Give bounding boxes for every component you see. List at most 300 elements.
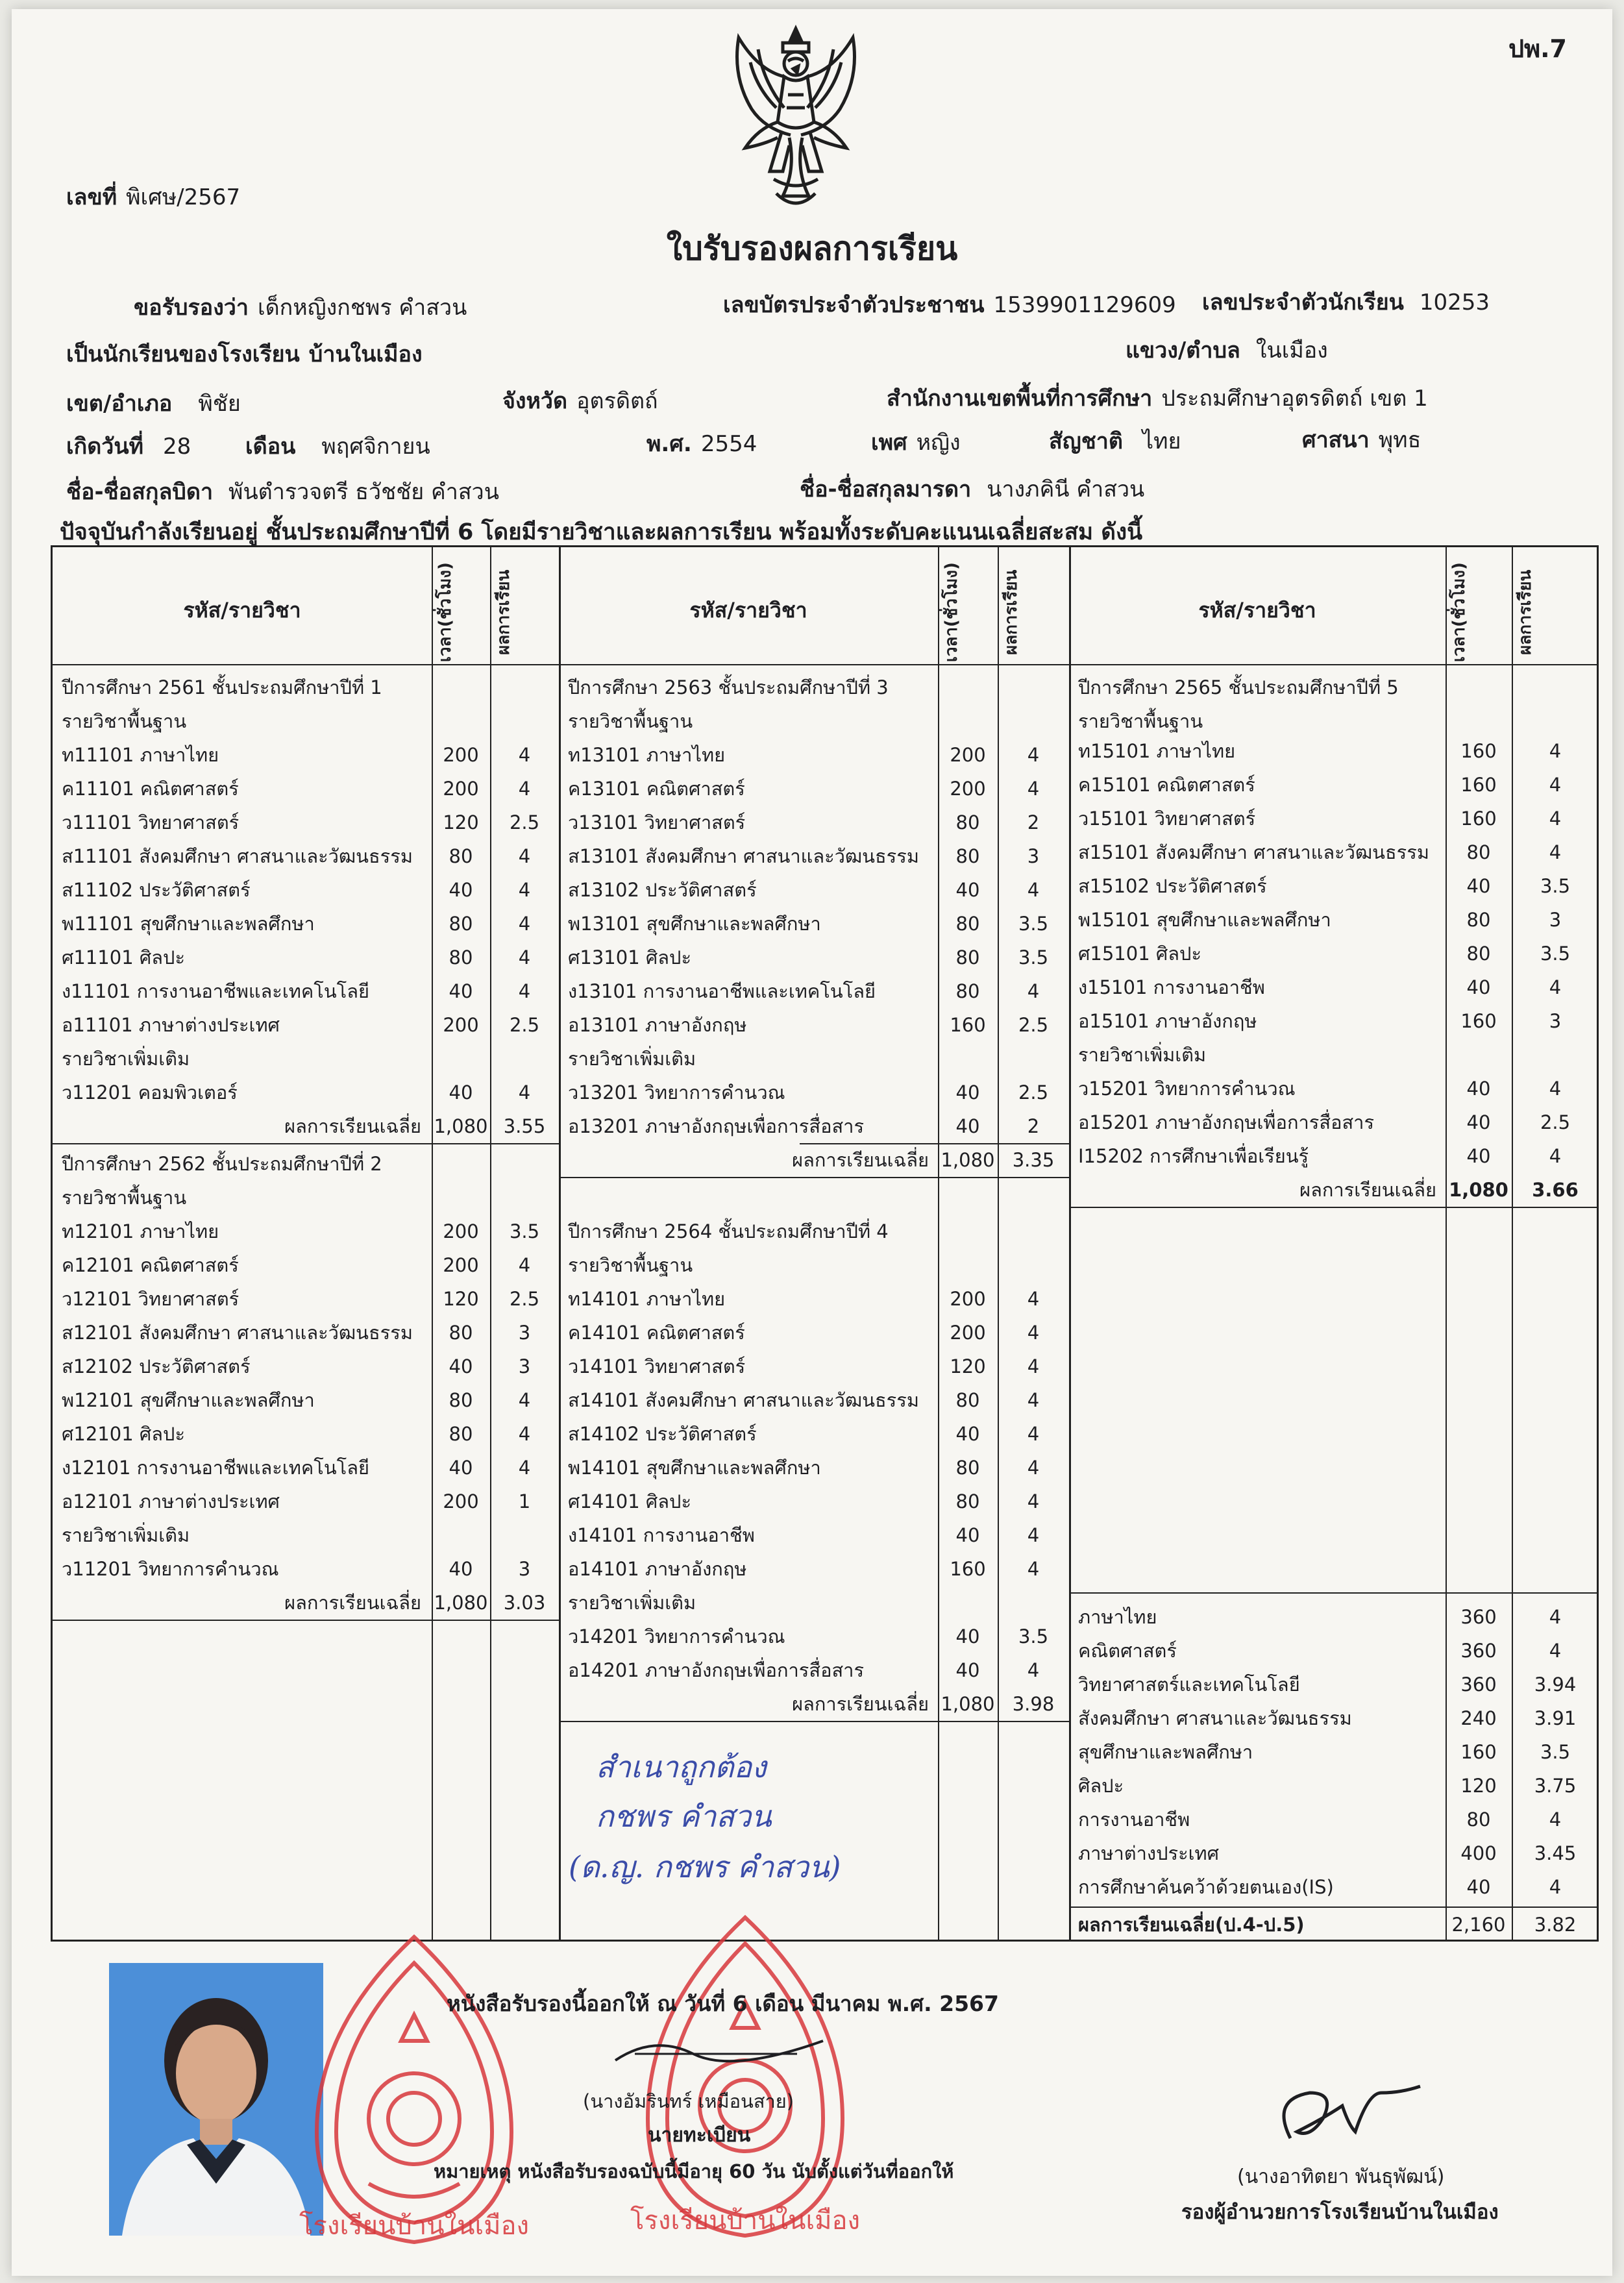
- birth-month-label: เดือน: [245, 434, 296, 460]
- row-hours: 80: [1466, 909, 1491, 931]
- row-grade: 4: [518, 778, 531, 800]
- row-subject: ว13201 วิทยาการคำนวณ: [568, 1081, 785, 1104]
- row-subject: รายวิชาเพิ่มเติม: [62, 1524, 190, 1546]
- row-subject: ว15101 วิทยาศาสตร์: [1078, 808, 1256, 830]
- summary-grade: 4: [1549, 1606, 1562, 1628]
- row-hours: 80: [955, 1490, 980, 1512]
- row-hours: 40: [955, 1625, 980, 1647]
- religion-value: พุทธ: [1378, 427, 1421, 453]
- summary-subject: สุขศึกษาและพลศึกษา: [1078, 1741, 1253, 1763]
- birth-month-field: [245, 428, 430, 463]
- row-grade: 3: [518, 1322, 531, 1344]
- stamp-text-center: โรงเรียนบ้านในเมือง: [630, 2206, 861, 2236]
- row-subject: ค14101 คณิตศาสตร์: [568, 1322, 745, 1344]
- certify-label: ขอรับรองว่า: [134, 295, 249, 321]
- summary-subject: ศิลปะ: [1078, 1775, 1124, 1797]
- garuda-emblem-icon: [711, 23, 880, 218]
- father-label: ชื่อ-ชื่อสกุลบิดา: [66, 479, 214, 505]
- summary-grade: 3.75: [1534, 1775, 1577, 1797]
- religion-field: [1302, 422, 1421, 457]
- summary-subject: การศึกษาค้นคว้าด้วยตนเอง(IS): [1078, 1876, 1334, 1898]
- col3-grade-header: ผลการเรียน: [1516, 569, 1535, 655]
- average-label: ผลการเรียนเฉลี่ย: [792, 1693, 929, 1715]
- birth-year-value: 2554: [700, 431, 757, 457]
- row-subject: อ14101 ภาษาอังกฤษ: [568, 1558, 747, 1580]
- row-grade: 4: [1027, 1524, 1040, 1546]
- average-label: ผลการเรียนเฉลี่ย: [284, 1115, 421, 1137]
- student-number-label: เลขประจำตัวนักเรียน: [1202, 290, 1404, 315]
- summary-grade: 3.91: [1534, 1707, 1577, 1729]
- row-hours: 40: [955, 1423, 980, 1445]
- row-subject: ส12102 ประวัติศาสตร์: [62, 1355, 251, 1377]
- average-label: ผลการเรียนเฉลี่ย: [284, 1592, 421, 1614]
- row-grade: 3: [518, 1558, 531, 1580]
- row-hours: 40: [1466, 875, 1491, 897]
- row-subject: ท14101 ภาษาไทย: [568, 1288, 726, 1310]
- row-subject: ค11101 คณิตศาสตร์: [62, 778, 239, 800]
- row-hours: 40: [449, 1457, 473, 1479]
- row-grade: 3: [1027, 845, 1040, 867]
- birth-month-value: พฤศจิกายน: [321, 434, 430, 460]
- row-subject: พ14101 สุขศึกษาและพลศึกษา: [568, 1457, 821, 1479]
- education-office-label: สำนักงานเขตพื้นที่การศึกษา: [887, 386, 1153, 412]
- father-field: [66, 474, 499, 509]
- row-hours: 200: [443, 778, 479, 800]
- row-hours: 40: [955, 1524, 980, 1546]
- average-grade: 3.66: [1532, 1179, 1579, 1201]
- row-subject: ปีการศึกษา 2562 ชั้นประถมศึกษาปีที่ 2: [62, 1153, 382, 1175]
- row-subject: รายวิชาเพิ่มเติม: [568, 1048, 696, 1070]
- row-grade: 4: [1549, 1145, 1562, 1167]
- row-subject: ง12101 การงานอาชีพและเทคโนโลยี: [62, 1457, 370, 1479]
- row-subject: ว13101 วิทยาศาสตร์: [568, 811, 746, 833]
- summary-grade: 4: [1549, 1808, 1562, 1831]
- row-grade: 4: [518, 1423, 531, 1445]
- birth-day-label: เกิดวันที่: [66, 434, 144, 460]
- overall-grade: 3.82: [1534, 1914, 1577, 1936]
- row-subject: ปีการศึกษา 2561 ชั้นประถมศึกษาปีที่ 1: [62, 676, 382, 698]
- average-hours: 1,080: [941, 1149, 995, 1171]
- province-label: จังหวัด: [502, 388, 568, 414]
- row-subject: ง13101 การงานอาชีพและเทคโนโลยี: [568, 980, 876, 1002]
- col3-hours-header: เวลา(ชั่วโมง): [1449, 562, 1469, 662]
- row-hours: 160: [950, 1014, 986, 1036]
- row-grade: 4: [1027, 778, 1040, 800]
- row-hours: 40: [449, 879, 473, 901]
- row-subject: พ13101 สุขศึกษาและพลศึกษา: [568, 913, 821, 935]
- id-card-label: เลขบัตรประจำตัวประชาชน: [723, 292, 985, 318]
- id-card-number: 1539901129609: [993, 292, 1176, 318]
- row-grade: 3: [1549, 1010, 1562, 1032]
- row-grade: 4: [1027, 1288, 1040, 1310]
- row-grade: 4: [518, 1081, 531, 1104]
- row-hours: 80: [449, 913, 473, 935]
- document-code: ปพ.7: [1508, 34, 1567, 63]
- row-hours: 200: [443, 1014, 479, 1036]
- row-subject: ง14101 การงานอาชีพ: [568, 1524, 755, 1546]
- birth-year-label: พ.ศ.: [646, 431, 692, 457]
- col1-subject-header: รหัส/รายวิชา: [183, 598, 301, 623]
- row-grade: 4: [1549, 774, 1562, 796]
- id-card-field: [723, 287, 1176, 322]
- summary-grade: 4: [1549, 1640, 1562, 1662]
- row-hours: 200: [950, 744, 986, 766]
- validity-note: หมายเหตุ หนังสือรับรองฉบับนี้มีอายุ 60 วัน นับตั้งแต่วันที่ออกให้: [434, 2160, 954, 2182]
- row-subject: รายวิชาพื้นฐาน: [62, 710, 187, 732]
- row-subject: ท13101 ภาษาไทย: [568, 744, 726, 766]
- summary-hours: 120: [1460, 1775, 1497, 1797]
- row-grade: 4: [518, 744, 531, 766]
- row-grade: 2.5: [509, 1014, 540, 1036]
- row-hours: 40: [1466, 1078, 1491, 1100]
- row-subject: รายวิชาพื้นฐาน: [62, 1187, 187, 1209]
- row-subject: ส13101 สังคมศึกษา ศาสนาและวัฒนธรรม: [568, 845, 919, 867]
- director-signature: [1264, 2080, 1433, 2151]
- row-grade: 3.5: [1540, 875, 1571, 897]
- col3-subject-header: รหัส/รายวิชา: [1198, 598, 1316, 623]
- row-grade: 4: [518, 845, 531, 867]
- row-hours: 40: [449, 980, 473, 1002]
- row-hours: 40: [955, 879, 980, 901]
- row-subject: อ15201 ภาษาอังกฤษเพื่อการสื่อสาร: [1078, 1111, 1375, 1133]
- row-hours: 80: [955, 1457, 980, 1479]
- school-seal-stamp-left: [291, 1924, 537, 2262]
- row-subject: ศ14101 ศิลปะ: [568, 1490, 692, 1512]
- row-grade: 2.5: [1018, 1014, 1049, 1036]
- district-field: [66, 386, 241, 421]
- row-subject: ง11101 การงานอาชีพและเทคโนโลยี: [62, 980, 370, 1002]
- average-grade: 3.55: [503, 1115, 546, 1137]
- row-hours: 40: [1466, 976, 1491, 998]
- row-subject: ค13101 คณิตศาสตร์: [568, 778, 745, 800]
- birth-day-field: [66, 428, 191, 463]
- director-name: (นางอาทิตยา พันธุพัฒน์): [1237, 2166, 1445, 2188]
- row-grade: 3: [1549, 909, 1562, 931]
- row-hours: 160: [950, 1558, 986, 1580]
- row-subject: ศ11101 ศิลปะ: [62, 946, 186, 969]
- row-grade: 4: [1027, 1457, 1040, 1479]
- row-grade: 4: [1027, 1659, 1040, 1681]
- row-grade: 4: [1027, 744, 1040, 766]
- row-grade: 4: [1549, 808, 1562, 830]
- row-grade: 4: [518, 1389, 531, 1411]
- sex-field: [871, 425, 961, 460]
- row-subject: I15202 การศึกษาเพื่อเรียนรู้: [1078, 1145, 1309, 1167]
- row-subject: ศ12101 ศิลปะ: [62, 1423, 186, 1445]
- average-label: ผลการเรียนเฉลี่ย: [792, 1149, 929, 1171]
- row-grade: 3.5: [1540, 943, 1571, 965]
- row-grade: 2: [1027, 811, 1040, 833]
- row-hours: 200: [950, 1288, 986, 1310]
- row-subject: ว12101 วิทยาศาสตร์: [62, 1288, 240, 1310]
- mother-field: [800, 471, 1144, 506]
- row-subject: พ12101 สุขศึกษาและพลศึกษา: [62, 1389, 315, 1411]
- education-office-field: [887, 380, 1428, 415]
- summary-grade: 4: [1549, 1876, 1562, 1898]
- row-subject: ว11201 คอมพิวเตอร์: [62, 1081, 238, 1104]
- row-subject: ศ15101 ศิลปะ: [1078, 943, 1202, 965]
- row-subject: รายวิชาเพิ่มเติม: [62, 1048, 190, 1070]
- row-subject: ส11101 สังคมศึกษา ศาสนาและวัฒนธรรม: [62, 845, 413, 867]
- registrar-signature: [609, 2028, 830, 2073]
- row-hours: 40: [449, 1558, 473, 1580]
- row-grade: 2.5: [1018, 1081, 1049, 1104]
- row-hours: 80: [449, 946, 473, 969]
- subdistrict-field: [1126, 332, 1328, 367]
- province-value: อุตรดิตถ์: [576, 388, 658, 414]
- summary-grade: 3.94: [1534, 1673, 1577, 1696]
- average-hours: 1,080: [434, 1115, 488, 1137]
- row-subject: อ14201 ภาษาอังกฤษเพื่อการสื่อสาร: [568, 1659, 865, 1681]
- row-subject: ส11102 ประวัติศาสตร์: [62, 879, 251, 901]
- row-grade: 2.5: [509, 811, 540, 833]
- summary-subject: สังคมศึกษา ศาสนาและวัฒนธรรม: [1078, 1707, 1352, 1729]
- handwritten-certified-copy: สำเนาถูกต้อง: [596, 1749, 767, 1784]
- school-field: [66, 336, 423, 371]
- row-subject: ค15101 คณิตศาสตร์: [1078, 774, 1255, 796]
- row-subject: ส14102 ประวัติศาสตร์: [568, 1423, 757, 1445]
- document-number-label: เลขที่: [66, 184, 117, 210]
- row-subject: รายวิชาพื้นฐาน: [568, 1254, 693, 1276]
- row-hours: 80: [955, 845, 980, 867]
- nationality-label: สัญชาติ: [1049, 428, 1123, 454]
- row-subject: ปีการศึกษา 2563 ชั้นประถมศึกษาปีที่ 3: [568, 676, 889, 698]
- province-field: [502, 383, 658, 418]
- row-subject: พ11101 สุขศึกษาและพลศึกษา: [62, 913, 315, 935]
- student-name: เด็กหญิงกชพร คำสวน: [257, 295, 467, 321]
- average-hours: 1,080: [434, 1592, 488, 1614]
- row-hours: 40: [955, 1081, 980, 1104]
- row-grade: 4: [1027, 1423, 1040, 1445]
- row-hours: 160: [1460, 1010, 1497, 1032]
- mother-name: นางภคินี คำสวน: [987, 476, 1145, 502]
- director-position: รองผู้อำนวยการโรงเรียนบ้านในเมือง: [1181, 2201, 1499, 2224]
- row-hours: 80: [955, 913, 980, 935]
- average-hours: 1,080: [1449, 1179, 1508, 1201]
- row-hours: 80: [449, 845, 473, 867]
- row-grade: 4: [1027, 1355, 1040, 1377]
- summary-hours: 240: [1460, 1707, 1497, 1729]
- row-hours: 80: [955, 946, 980, 969]
- summary-subject: การงานอาชีพ: [1078, 1808, 1190, 1831]
- row-grade: 4: [1027, 1389, 1040, 1411]
- summary-hours: 160: [1460, 1741, 1497, 1763]
- row-hours: 80: [1466, 943, 1491, 965]
- col1-grade-header: ผลการเรียน: [494, 569, 513, 655]
- row-subject: อ11101 ภาษาต่างประเทศ: [62, 1014, 280, 1036]
- school-label: เป็นนักเรียนของโรงเรียน: [66, 341, 300, 367]
- overall-average-label: ผลการเรียนเฉลี่ย(ป.4-ป.5): [1078, 1914, 1305, 1936]
- row-grade: 4: [518, 879, 531, 901]
- row-subject: ว14201 วิทยาการคำนวณ: [568, 1625, 785, 1647]
- row-subject: อ13201 ภาษาอังกฤษเพื่อการสื่อสาร: [568, 1115, 865, 1137]
- col2-grade-header: ผลการเรียน: [1002, 569, 1021, 655]
- row-subject: ส15102 ประวัติศาสตร์: [1078, 875, 1267, 897]
- row-subject: ปีการศึกษา 2565 ชั้นประถมศึกษาปีที่ 5: [1078, 676, 1399, 698]
- row-grade: 2.5: [509, 1288, 540, 1310]
- row-grade: 4: [1027, 1322, 1040, 1344]
- school-seal-stamp-center: [622, 1905, 868, 2255]
- row-subject: ส12101 สังคมศึกษา ศาสนาและวัฒนธรรม: [62, 1322, 413, 1344]
- certify-field: [134, 290, 467, 325]
- row-hours: 40: [1466, 1145, 1491, 1167]
- subdistrict-value: ในเมือง: [1255, 338, 1328, 364]
- row-subject: รายวิชาเพิ่มเติม: [568, 1592, 696, 1614]
- row-grade: 4: [1549, 976, 1562, 998]
- row-subject: ปีการศึกษา 2564 ชั้นประถมศึกษาปีที่ 4: [568, 1220, 889, 1242]
- row-grade: 3.5: [509, 1220, 540, 1242]
- sex-value: หญิง: [916, 430, 961, 456]
- summary-grade: 3.45: [1534, 1842, 1577, 1864]
- row-hours: 40: [1466, 1111, 1491, 1133]
- summary-grade: 3.5: [1540, 1741, 1571, 1763]
- document-number: [66, 179, 240, 214]
- row-hours: 80: [1466, 841, 1491, 863]
- row-hours: 160: [1460, 774, 1497, 796]
- col2-subject-header: รหัส/รายวิชา: [689, 598, 807, 623]
- row-subject: ส14101 สังคมศึกษา ศาสนาและวัฒนธรรม: [568, 1389, 919, 1411]
- current-status-line: ปัจจุบันกำลังเรียนอยู่ ชั้นประถมศึกษาปีที่ 6 โดยมีรายวิชาและผลการเรียน พร้อมทั้งระดับคะแนนเฉลี่ยสะสม ดังนี้: [60, 519, 1143, 545]
- row-subject: ว15201 วิทยาการคำนวณ: [1078, 1078, 1296, 1100]
- row-hours: 120: [443, 1288, 479, 1310]
- row-grade: 4: [1549, 1078, 1562, 1100]
- row-hours: 160: [1460, 808, 1497, 830]
- row-hours: 200: [950, 778, 986, 800]
- birth-day-value: 28: [163, 434, 191, 460]
- row-grade: 2: [1027, 1115, 1040, 1137]
- row-hours: 160: [1460, 740, 1497, 762]
- row-hours: 80: [449, 1389, 473, 1411]
- row-hours: 40: [955, 1115, 980, 1137]
- row-subject: รายวิชาเพิ่มเติม: [1078, 1044, 1207, 1066]
- row-grade: 4: [518, 1254, 531, 1276]
- handwritten-name: (ด.ญ. กชพร คำสวน): [569, 1849, 841, 1884]
- certificate-page: [12, 9, 1612, 2276]
- summary-hours: 80: [1466, 1808, 1491, 1831]
- average-label: ผลการเรียนเฉลี่ย: [1299, 1179, 1436, 1201]
- row-hours: 80: [955, 811, 980, 833]
- row-subject: ท11101 ภาษาไทย: [62, 744, 219, 766]
- subdistrict-label: แขวง/ตำบล: [1126, 338, 1240, 364]
- row-grade: 4: [518, 980, 531, 1002]
- nationality-value: ไทย: [1142, 428, 1181, 454]
- summary-hours: 40: [1466, 1876, 1491, 1898]
- row-subject: ท15101 ภาษาไทย: [1078, 740, 1236, 762]
- row-subject: ว11101 วิทยาศาสตร์: [62, 811, 240, 833]
- row-hours: 200: [443, 1254, 479, 1276]
- district-value: พิชัย: [198, 391, 241, 417]
- district-label: เขต/อำเภอ: [66, 391, 173, 417]
- col1-hours-header: เวลา(ชั่วโมง): [436, 562, 455, 662]
- row-subject: รายวิชาพื้นฐาน: [1078, 710, 1203, 732]
- row-hours: 200: [950, 1322, 986, 1344]
- row-grade: 4: [1549, 841, 1562, 863]
- row-hours: 120: [950, 1355, 986, 1377]
- summary-subject: ภาษาไทย: [1078, 1606, 1157, 1628]
- row-subject: อ15101 ภาษาอังกฤษ: [1078, 1010, 1257, 1032]
- row-subject: ท12101 ภาษาไทย: [62, 1220, 219, 1242]
- row-grade: 3: [518, 1355, 531, 1377]
- school-name: บ้านในเมือง: [308, 341, 423, 367]
- overall-hours: 2,160: [1451, 1914, 1506, 1936]
- summary-subject: คณิตศาสตร์: [1078, 1640, 1177, 1662]
- row-grade: 3.5: [1018, 1625, 1049, 1647]
- transcript-table: [51, 545, 1599, 1942]
- row-hours: 80: [955, 980, 980, 1002]
- row-grade: 4: [1549, 740, 1562, 762]
- mother-label: ชื่อ-ชื่อสกุลมารดา: [800, 476, 972, 502]
- average-grade: 3.98: [1012, 1693, 1055, 1715]
- row-grade: 2.5: [1540, 1111, 1571, 1133]
- sex-label: เพศ: [871, 430, 907, 456]
- row-hours: 40: [449, 1081, 473, 1104]
- row-grade: 4: [1027, 879, 1040, 901]
- row-subject: อ13101 ภาษาอังกฤษ: [568, 1014, 747, 1036]
- row-grade: 4: [1027, 1558, 1040, 1580]
- summary-hours: 400: [1460, 1842, 1497, 1864]
- row-grade: 4: [518, 946, 531, 969]
- student-number-field: [1202, 284, 1490, 319]
- registrar-position: นายทะเบียน: [648, 2124, 751, 2147]
- row-subject: รายวิชาพื้นฐาน: [568, 710, 693, 732]
- education-office-value: ประถมศึกษาอุตรดิตถ์ เขต 1: [1161, 386, 1428, 412]
- row-subject: ศ13101 ศิลปะ: [568, 946, 692, 969]
- summary-hours: 360: [1460, 1673, 1497, 1696]
- stamp-text-left: โรงเรียนบ้านในเมือง: [299, 2211, 530, 2241]
- row-subject: ว14101 วิทยาศาสตร์: [568, 1355, 746, 1377]
- row-grade: 3.5: [1018, 913, 1049, 935]
- handwritten-signature: กชพร คำสวน: [596, 1799, 772, 1834]
- row-subject: ว11201 วิทยาการคำนวณ: [62, 1558, 279, 1580]
- birth-year-field: [646, 426, 757, 461]
- row-grade: 3.5: [1018, 946, 1049, 969]
- row-hours: 200: [443, 1220, 479, 1242]
- row-subject: พ15101 สุขศึกษาและพลศึกษา: [1078, 909, 1331, 931]
- row-grade: 4: [518, 913, 531, 935]
- row-subject: ค12101 คณิตศาสตร์: [62, 1254, 239, 1276]
- summary-subject: วิทยาศาสตร์และเทคโนโลยี: [1078, 1673, 1300, 1696]
- registrar-name: (นางอัมรินทร์ เหมือนสาย): [583, 2090, 794, 2112]
- nationality-field: [1049, 423, 1181, 458]
- row-subject: ง15101 การงานอาชีพ: [1078, 976, 1265, 998]
- row-grade: 4: [1027, 980, 1040, 1002]
- summary-hours: 360: [1460, 1640, 1497, 1662]
- row-hours: 120: [443, 811, 479, 833]
- page-title: ใบรับรองผลการเรียน: [666, 230, 958, 267]
- row-subject: อ12101 ภาษาต่างประเทศ: [62, 1490, 280, 1512]
- row-hours: 80: [449, 1423, 473, 1445]
- row-hours: 80: [449, 1322, 473, 1344]
- row-hours: 200: [443, 744, 479, 766]
- col2-hours-header: เวลา(ชั่วโมง): [942, 562, 961, 662]
- average-grade: 3.03: [503, 1592, 546, 1614]
- religion-label: ศาสนา: [1302, 427, 1370, 453]
- row-hours: 200: [443, 1490, 479, 1512]
- summary-hours: 360: [1460, 1606, 1497, 1628]
- student-number: 10253: [1419, 290, 1490, 315]
- row-subject: ส13102 ประวัติศาสตร์: [568, 879, 757, 901]
- row-subject: ส15101 สังคมศึกษา ศาสนาและวัฒนธรรม: [1078, 841, 1429, 863]
- document-number-value: พิเศษ/2567: [126, 184, 241, 210]
- average-grade: 3.35: [1012, 1149, 1055, 1171]
- row-grade: 1: [518, 1490, 531, 1512]
- row-hours: 80: [955, 1389, 980, 1411]
- row-hours: 40: [955, 1659, 980, 1681]
- row-grade: 4: [518, 1457, 531, 1479]
- father-name: พันตำรวจตรี ธวัชชัย คำสวน: [228, 479, 499, 505]
- average-hours: 1,080: [941, 1693, 995, 1715]
- summary-subject: ภาษาต่างประเทศ: [1078, 1842, 1220, 1864]
